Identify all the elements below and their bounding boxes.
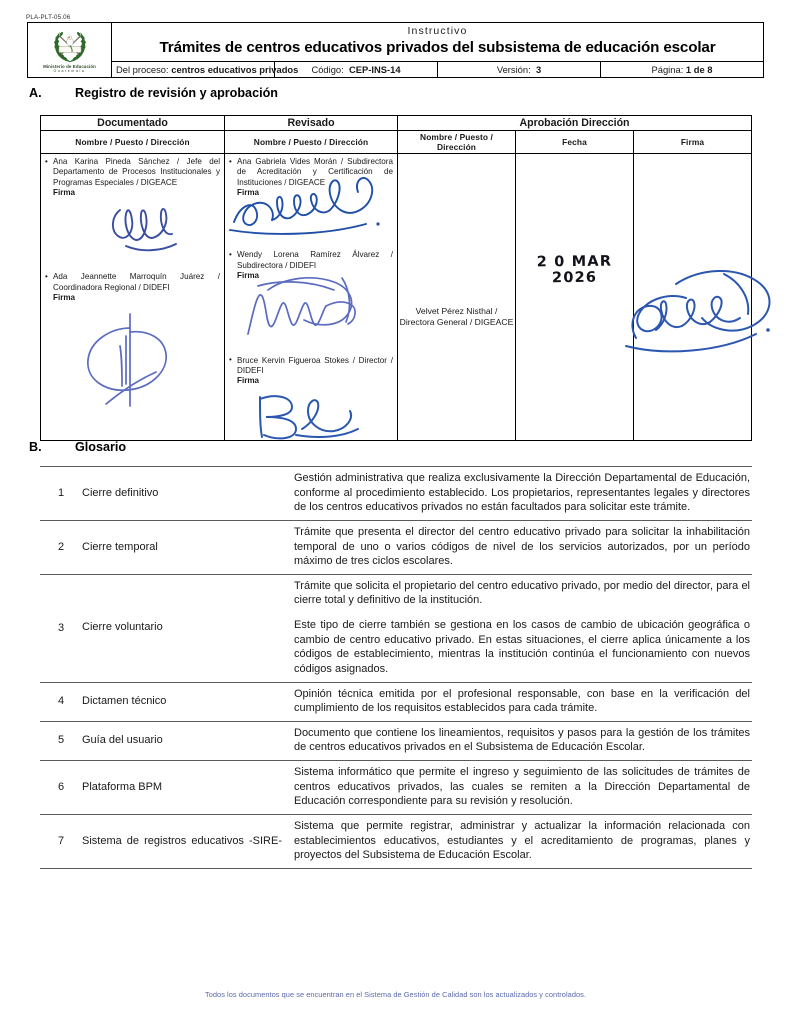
meta-version-label: Versión: bbox=[496, 64, 531, 76]
col-header-revisado: Revisado bbox=[225, 116, 398, 131]
meta-page-label: Página: bbox=[651, 64, 684, 76]
signatory-entry bbox=[228, 356, 393, 387]
firma-label: Firma bbox=[53, 293, 76, 303]
document-title-cell bbox=[112, 23, 764, 62]
glossary-table bbox=[40, 466, 752, 869]
aprobacion-firma-cell bbox=[634, 154, 752, 441]
glossary-definition-paragraph: Opinión técnica emitida por el profesional responsable, con base en la verificación del cumplimiento de los requisitos establecidos para cada trámite. bbox=[294, 687, 750, 715]
signatory-name-role: Ana Karina Pineda Sánchez / Jefe del Departamento de Procesos Institucionales y Programas Especiales / DIGEACE bbox=[53, 157, 220, 187]
glossary-term: Dictamen técnico bbox=[82, 682, 294, 721]
handwritten-signature bbox=[72, 310, 192, 418]
glossary-definition bbox=[294, 814, 752, 868]
guatemala-ministry-education-emblem-icon bbox=[47, 28, 93, 64]
glossary-definition-paragraph: Trámite que presenta el director del centro educativo privado para solicitar la inhabilitación temporal de uno o varios códigos de nivel de los servicios autorizados, por un período máximo de tres ciclos escolares. bbox=[294, 525, 750, 568]
firma-label: Firma bbox=[53, 188, 76, 198]
glossary-row bbox=[40, 467, 752, 521]
glossary-row-number: 3 bbox=[40, 574, 82, 682]
ministry-name-line2: Guatemala bbox=[53, 68, 86, 73]
meta-code-cell bbox=[275, 62, 438, 78]
signatory-name-role: Wendy Lorena Ramírez Álvarez / Subdirectora / DIDEFI bbox=[237, 250, 393, 270]
section-b-letter: B. bbox=[29, 440, 42, 454]
glossary-body bbox=[40, 467, 752, 869]
section-b-heading bbox=[29, 440, 126, 454]
meta-page-value: 1 de 8 bbox=[685, 64, 713, 76]
documentado-cell bbox=[41, 154, 225, 441]
page-title: Trámites de centros educativos privados del subsistema de educación escolar bbox=[159, 39, 716, 57]
subheader-aprobacion-fecha: Fecha bbox=[516, 131, 634, 154]
aprobacion-fecha-cell bbox=[516, 154, 634, 441]
glossary-definition bbox=[294, 574, 752, 682]
glossary-term: Cierre voluntario bbox=[82, 574, 294, 682]
ministry-name-line1: Ministerio de Educación bbox=[43, 63, 96, 69]
col-header-documentado: Documentado bbox=[41, 116, 225, 131]
meta-version-value: 3 bbox=[535, 64, 542, 76]
subheader-aprobacion-nombre: Nombre / Puesto / Dirección bbox=[398, 131, 516, 154]
document-code-label: PLA-PLT-05.06 bbox=[26, 14, 71, 21]
glossary-row bbox=[40, 721, 752, 760]
approver-name-role: Velvet Pérez Nisthal / Directora General / DIGEACE bbox=[399, 306, 514, 328]
revisado-cell bbox=[225, 154, 398, 441]
glossary-row-number: 7 bbox=[40, 814, 82, 868]
glossary-row-number: 1 bbox=[40, 467, 82, 521]
glossary-definition bbox=[294, 682, 752, 721]
firma-label: Firma bbox=[237, 271, 260, 281]
glossary-definition-paragraph: Gestión administrativa que realiza exclusivamente la Dirección Departamental de Educación, conforme al procedimiento establecido. Los propietarios, representantes legales y directores de los centros educativos privados no están facultados para solicitar este trámite. bbox=[294, 472, 750, 514]
firma-label: Firma bbox=[237, 376, 260, 386]
glossary-row-number: 4 bbox=[40, 682, 82, 721]
glossary-row bbox=[40, 574, 752, 682]
signatory-entry bbox=[228, 157, 393, 198]
subheader-documentado: Nombre / Puesto / Dirección bbox=[41, 131, 225, 154]
aprobacion-nombre-cell bbox=[398, 154, 516, 441]
meta-code-value: CEP-INS-14 bbox=[348, 64, 401, 76]
glossary-definition-paragraph: Documento que contiene los lineamientos, requisitos y pasos para la gestión de los trámites de centros educativos privados en el Subsistema de Educación Escolar. bbox=[294, 726, 750, 754]
glossary-row bbox=[40, 761, 752, 815]
glossary-term: Plataforma BPM bbox=[82, 761, 294, 815]
glossary-term: Cierre definitivo bbox=[82, 467, 294, 521]
firma-label: Firma bbox=[237, 188, 260, 198]
section-a-heading bbox=[29, 86, 278, 100]
glossary-row-number: 5 bbox=[40, 721, 82, 760]
meta-page-cell bbox=[601, 62, 764, 78]
handwritten-signature bbox=[106, 194, 192, 260]
section-a-title: Registro de revisión y aprobación bbox=[75, 86, 278, 100]
signatory-name-role: Bruce Kervin Figueroa Stokes / Director / DIDEFI bbox=[237, 355, 393, 375]
signatory-name-role: Ada Jeannette Marroquín Juárez / Coordinadora Regional / DIDEFI bbox=[53, 272, 220, 292]
handwritten-signature bbox=[250, 389, 370, 445]
glossary-row bbox=[40, 814, 752, 868]
approval-date-stamp: 2 0 MAR 2026 bbox=[536, 253, 613, 287]
signatory-entry bbox=[44, 157, 220, 198]
glossary-term: Guía del usuario bbox=[82, 721, 294, 760]
document-kicker: Instructivo bbox=[407, 25, 468, 37]
glossary-definition bbox=[294, 467, 752, 521]
meta-process-cell bbox=[112, 62, 299, 78]
page-footer-note: Todos los documentos que se encuentran en el Sistema de Gestión de Calidad son los actualizados y controlados. bbox=[204, 990, 586, 999]
signatory-entry bbox=[44, 272, 220, 303]
glossary-term: Sistema de registros educativos -SIRE- bbox=[82, 814, 294, 868]
glossary-definition bbox=[294, 721, 752, 760]
document-header-table bbox=[27, 22, 764, 78]
meta-process-label: Del proceso: bbox=[116, 64, 169, 76]
meta-process-value: centros educativos privados bbox=[171, 64, 299, 76]
approval-record-table bbox=[40, 115, 752, 441]
meta-code-label: Código: bbox=[311, 64, 344, 76]
glossary-definition bbox=[294, 520, 752, 574]
glossary-row bbox=[40, 682, 752, 721]
subheader-revisado: Nombre / Puesto / Dirección bbox=[225, 131, 398, 154]
subheader-aprobacion-firma: Firma bbox=[634, 131, 752, 154]
section-a-letter: A. bbox=[29, 86, 42, 100]
glossary-definition-paragraph: Sistema informático que permite el ingreso y seguimiento de las solicitudes de trámites de centros educativos privados, las cuales se remiten a la Dirección Departamental de Educación correspondiente para su revisión y resolución. bbox=[294, 766, 750, 808]
glossary-row-number: 2 bbox=[40, 520, 82, 574]
ministry-logo-cell bbox=[28, 23, 112, 78]
col-header-aprobacion: Aprobación Dirección bbox=[398, 116, 752, 131]
glossary-definition-paragraph: Sistema que permite registrar, administrar y actualizar la información relacionada con establecimientos educativos, estudiantes y el acreditamiento de programas, planes y proyectos del Subsistema de Educación Escolar. bbox=[294, 819, 750, 862]
signatory-name-role: Ana Gabriela Vides Morán / Subdirectora de Acreditación y Certificación de Instituciones / DIGEACE bbox=[237, 157, 393, 187]
meta-version-cell bbox=[438, 62, 601, 78]
glossary-definition bbox=[294, 761, 752, 815]
signatory-entry bbox=[228, 250, 393, 281]
glossary-term: Cierre temporal bbox=[82, 520, 294, 574]
glossary-row bbox=[40, 520, 752, 574]
glossary-definition-paragraph: Trámite que solicita el propietario del centro educativo privado, por medio del director, para el cierre total y definitivo de la institución. bbox=[294, 579, 750, 607]
section-b-title: Glosario bbox=[75, 440, 127, 454]
glossary-definition-paragraph: Este tipo de cierre también se gestiona en los casos de cambio de ubicación geográfica o cambio de centro educativo privado. En estas situaciones, el cierre aplica únicamente a los códigos de establecimiento, mientras la institución continúa el funcionamiento con nuevos códigos asignados. bbox=[294, 619, 750, 675]
glossary-row-number: 6 bbox=[40, 761, 82, 815]
handwritten-signature bbox=[616, 254, 786, 374]
